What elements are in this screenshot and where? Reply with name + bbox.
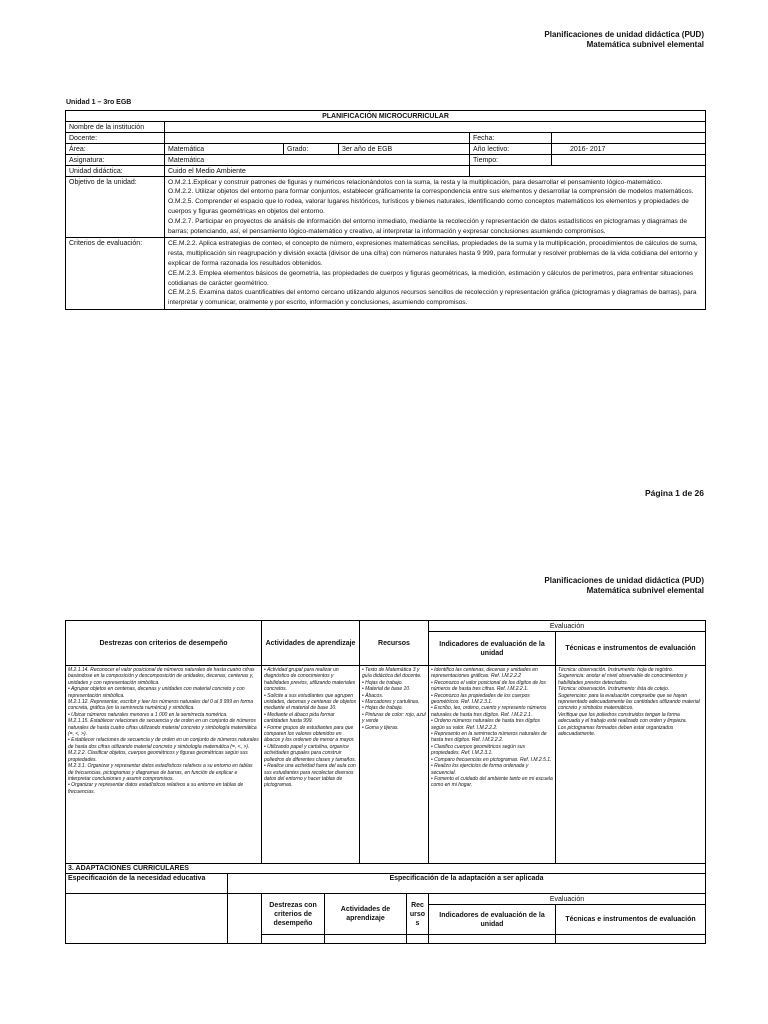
- subject-value: Matemática: [165, 155, 470, 166]
- indicator-item: • Represento en la semirrecta números naturales de hasta tres dígitos. Ref. I.M.2.2.2.: [431, 731, 547, 744]
- date-label: Fecha:: [470, 133, 552, 144]
- resource-item: • Material de base 10.: [362, 686, 411, 693]
- didactic-unit-value: Cuido el Medio Ambiente: [165, 166, 470, 177]
- activity-item: • Mediante el ábaco pida formar cantidades hasta 999.: [264, 711, 335, 725]
- activities-header: Actividades de aprendizaje: [262, 621, 360, 666]
- resources-cell: [360, 666, 429, 864]
- adaptation-spec-header: Especificación de la adaptación a ser aplicada: [228, 874, 706, 894]
- planning-title: PLANIFICACIÓN MICROCURRICULAR: [66, 111, 706, 122]
- need-spec-header: Especificación de la necesidad educativa: [66, 874, 228, 894]
- skills-cell: [66, 666, 262, 864]
- document-header-page2: [544, 576, 704, 596]
- adapt-evaluation-header: Evaluación: [429, 894, 706, 905]
- date-value: [552, 133, 706, 144]
- resource-item: • Marcadores y cartulinas.: [362, 699, 420, 706]
- adapt-techniques-header: Técnicas e instrumentos de evaluación: [556, 905, 706, 935]
- evaluation-header: Evaluación: [429, 621, 706, 632]
- skill-item: M.2.2.2. Clasificar objetos, cuerpos geométricos y figuras geométricas según sus propiedades.: [68, 750, 248, 763]
- subject-label: Asignatura:: [66, 155, 165, 166]
- planning-table: [65, 110, 706, 310]
- skills-header: Destrezas con criterios de desempeño: [66, 621, 262, 666]
- skill-item: • Agrupar objetos en centenas, decenas y unidades con material concreto y con representación simbólica.: [68, 686, 245, 699]
- resource-item: • Hojas de trabajo.: [362, 679, 403, 686]
- technique-item: Sugerencias: para la evaluación compruebe que se hayan representado adecuadamente las cantidades utilizando material concreto y símbolos matemáticos.: [558, 692, 700, 712]
- resources-header: Recursos: [360, 621, 429, 666]
- section-3-title: 3. ADAPTACIONES CURRICULARES: [66, 864, 706, 874]
- activities-cell: [262, 666, 360, 864]
- indicators-header: Indicadores de evaluación de la unidad: [429, 632, 556, 666]
- skill-item: • Organizar y representar datos estadísticos relativos a su entorno en tablas de frecuencias.: [68, 782, 244, 795]
- skill-item: • Ubicar números naturales menores a 1 000 en la semirrecta numérica.: [68, 711, 228, 718]
- institution-label: Nombre de la institución: [66, 122, 165, 133]
- grade-label: Grado:: [284, 144, 339, 155]
- institution-value: [165, 122, 706, 133]
- criterion-item: CE.M.2.5. Examina datos cuantificables del entorno cercano utilizando algunos recursos sencillos de recolección y representación gráfica (pictogramas y diagramas de barras), para interpretar y comunicar, oralmente y por escrito, información y conclusiones, asumiendo compromisos.: [168, 289, 697, 307]
- adapt-activities-header: Actividades de aprendizaje: [325, 894, 407, 935]
- objectives-cell: [165, 177, 706, 238]
- resource-item: • Pinturas de color: rojo, azul y verde: [362, 711, 426, 725]
- indicator-item: • Ordeno números naturales de hasta tres dígitos según su valor. Ref. I.M.2.2.2.: [431, 718, 541, 731]
- technique-item: Verifique que los poliedros construidos tengan la forma adecuada y el trabajo esté realizado con orden y limpieza.: [558, 711, 687, 725]
- indicator-item: • Reconozco las propiedades de los cuerpos geométricos. Ref. I.M.2.3.1.: [431, 692, 530, 706]
- technique-item: Técnica: observación. Instrumento: hoja de registro.: [558, 667, 674, 673]
- school-year-value: 2016- 2017: [552, 144, 706, 155]
- techniques-cell: [556, 666, 706, 864]
- indicator-item: • Clasifico cuerpos geométricos según sus propiedades. Ref. I.M.2.3.1.: [431, 743, 526, 757]
- indicator-item: • Comparo frecuencias en pictogramas. Ref. I.M.2.5.1.: [431, 756, 552, 763]
- activity-item: • Actividad grupal para realizar un diagnóstico de conocimientos y habilidades previos, utilizando materiales concretos.: [264, 667, 356, 693]
- header-title: Planificaciones de unidad didáctica (PUD): [544, 30, 704, 39]
- objective-item: O.M.2.1.Explicar y construir patrones de figuras y numéricos relacionándolos con la suma, la resta y la multiplicación, para desarrollar el pensamiento lógico-matemático.: [168, 178, 663, 186]
- skills-table: [65, 620, 706, 944]
- didactic-unit-label: Unidad didáctica:: [66, 166, 165, 177]
- objective-item: O.M.2.5. Comprender el espacio que lo rodea, valorar lugares históricos, turísticos y bienes naturales, identificando como conceptos matemáticos los elementos y propiedades de cuerpos y figuras geométricas en objetos del entorno.: [168, 198, 689, 216]
- school-year-label: Año lectivo:: [470, 144, 552, 155]
- criterion-item: CE.M.2.2. Aplica estrategias de conteo, el concepto de número, expresiones matemáticas sencillas, propiedades de la suma y la multiplicación, procedimientos de cálculos de suma, resta, multiplicación sin reagrupación y división exacta (divisor de una cifra) con números naturales hasta 9 999, para formular y resolver problemas de la vida cotidiana del entorno y explicar de forma razonada los resultados obtenidos.: [168, 239, 698, 267]
- indicator-item: • Identifico las centenas, decenas y unidades en representaciones gráficas. Ref. I.M.2.2.2: [431, 667, 538, 680]
- area-value: Matemática: [165, 144, 284, 155]
- indicator-item: • Reconozco el valor posicional de los dígitos de los números de hasta tres cifras. Ref. I.M.2.2.1.: [431, 679, 546, 693]
- skill-item: M.2.1.14. Reconocer el valor posicional de números naturales de hasta cuatro cifras basándose en la composición y descomposición de unidades, decenas, centenas y, unidades y con representación simbólica.: [68, 667, 255, 686]
- activity-item: • Realice una actividad fuera del aula con sus estudiantes para recolectar diversos datos del entorno y hacer tablas de pictogramas.: [264, 763, 356, 789]
- header-subtitle: Matemática subnivel elemental: [586, 40, 704, 49]
- activity-item: • Utilizando papel y cartulina, organice actividades grupales para construir poliedros de diferentes clases y tamaños.: [264, 743, 356, 763]
- activity-item: • Forme grupos de estudiantes para que comparen los valores obtenidos en ábacos y los ordenen de menor a mayor.: [264, 724, 355, 744]
- indicator-item: • Realizo los ejercicios de forma ordenada y secuencial.: [431, 763, 529, 776]
- unit-label: Unidad 1 – 3ro EGB: [66, 99, 132, 106]
- teacher-value: [165, 133, 470, 144]
- technique-item: Técnica: observación. Instrumento: lista de cotejo.: [558, 686, 670, 693]
- adapt-resources-header: Recursos: [407, 894, 429, 935]
- skill-item: M.2.1.15. Establecer relaciones de secuencia y de orden en un conjunto de números naturales de hasta cuatro cifras utilizando material concreto y simbología matemática (=, <, >).: [68, 718, 257, 738]
- adapt-skills-header: Destrezas con criterios de desempeño: [262, 894, 325, 935]
- techniques-header: Técnicas e instrumentos de evaluación: [556, 632, 706, 666]
- grade-value: 3er año de EGB: [339, 144, 470, 155]
- objective-item: O.M.2.7. Participar en proyectos de análisis de información del entorno inmediato, mediante la recolección y representación de datos estadísticos en pictogramas y diagramas de barras; potenciando, así, el pensamiento lógico-matemático y creativo, al interpretar la información y expresar conclusiones asumiendo compromisos.: [168, 218, 687, 236]
- criteria-label: Criterios de evaluación:: [66, 238, 165, 309]
- skill-item: • Establecer relaciones de secuencia y de orden en un conjunto de números naturales de hasta dos cifras utilizando material concreto y simbología matemática (=, <, >).: [68, 737, 259, 750]
- activity-item: • Solicite a sus estudiantes que agrupen unidades, decenas y centenas de objetos mediante el material de base 10.: [264, 692, 357, 712]
- time-label: Tiempo:: [470, 155, 552, 166]
- technique-item: Sugerencia: anotar el nivel observable de conocimientos y habilidades previos detectados.: [558, 673, 688, 686]
- teacher-label: Docente:: [66, 133, 165, 144]
- resource-item: • Hojas de trabajo.: [362, 705, 403, 712]
- skill-item: M.2.3.1. Organizar y representar datos estadísticos relativos a su entorno en tablas de frecuencias, pictogramas y diagramas de barras, en función de explicar e interpretar conclusiones y asumir compromisos.: [68, 763, 253, 782]
- objective-item: O.M.2.2. Utilizar objetos del entorno para formar conjuntos, establecer gráficamente la correspondencia entre sus elementos y desarrollar la comprensión de modelos matemáticos.: [168, 188, 694, 196]
- time-value: [552, 155, 706, 166]
- objective-label: Objetivo de la unidad:: [66, 177, 165, 238]
- criterion-item: CE.M.2.3. Emplea elementos básicos de geometría, las propiedades de cuerpos y figuras geométricas, la medición, estimación y cálculos de perímetros, para enfrentar situaciones cotidianas de carácter geométrico.: [168, 269, 694, 287]
- criteria-cell: [165, 238, 706, 309]
- area-label: Área:: [66, 144, 165, 155]
- technique-item: Los pictogramas formados deben estar organizados adecuadamente.: [558, 724, 674, 738]
- skill-item: M.2.1.12. Representar, escribir y leer los números naturales del 0 al 9 999 en forma concreta, gráfica (en la semirrecta numérica) y simbólica.: [68, 699, 254, 712]
- adapt-indicators-header: Indicadores de evaluación de la unidad: [429, 905, 556, 935]
- header-subtitle: Matemática subnivel elemental: [586, 586, 704, 595]
- resource-item: • Goma y tijeras.: [362, 724, 399, 731]
- indicators-cell: [429, 666, 556, 864]
- indicator-item: • Fomento el cuidado del ambiente tanto en mi escuela como en mi hogar.: [431, 775, 553, 789]
- resource-item: • Texto de Matemática 3 y guía didáctica del docente.: [362, 667, 422, 680]
- resource-item: • Ábacos.: [362, 692, 384, 699]
- document-header: [544, 30, 704, 50]
- header-title: Planificaciones de unidad didáctica (PUD): [544, 576, 704, 585]
- page-number: Página 1 de 26: [644, 488, 704, 498]
- indicator-item: • Escribo, leo, ordeno, cuento y represento números naturales de hasta tres dígitos. Ref. I.M.2.2.1.: [431, 705, 547, 718]
